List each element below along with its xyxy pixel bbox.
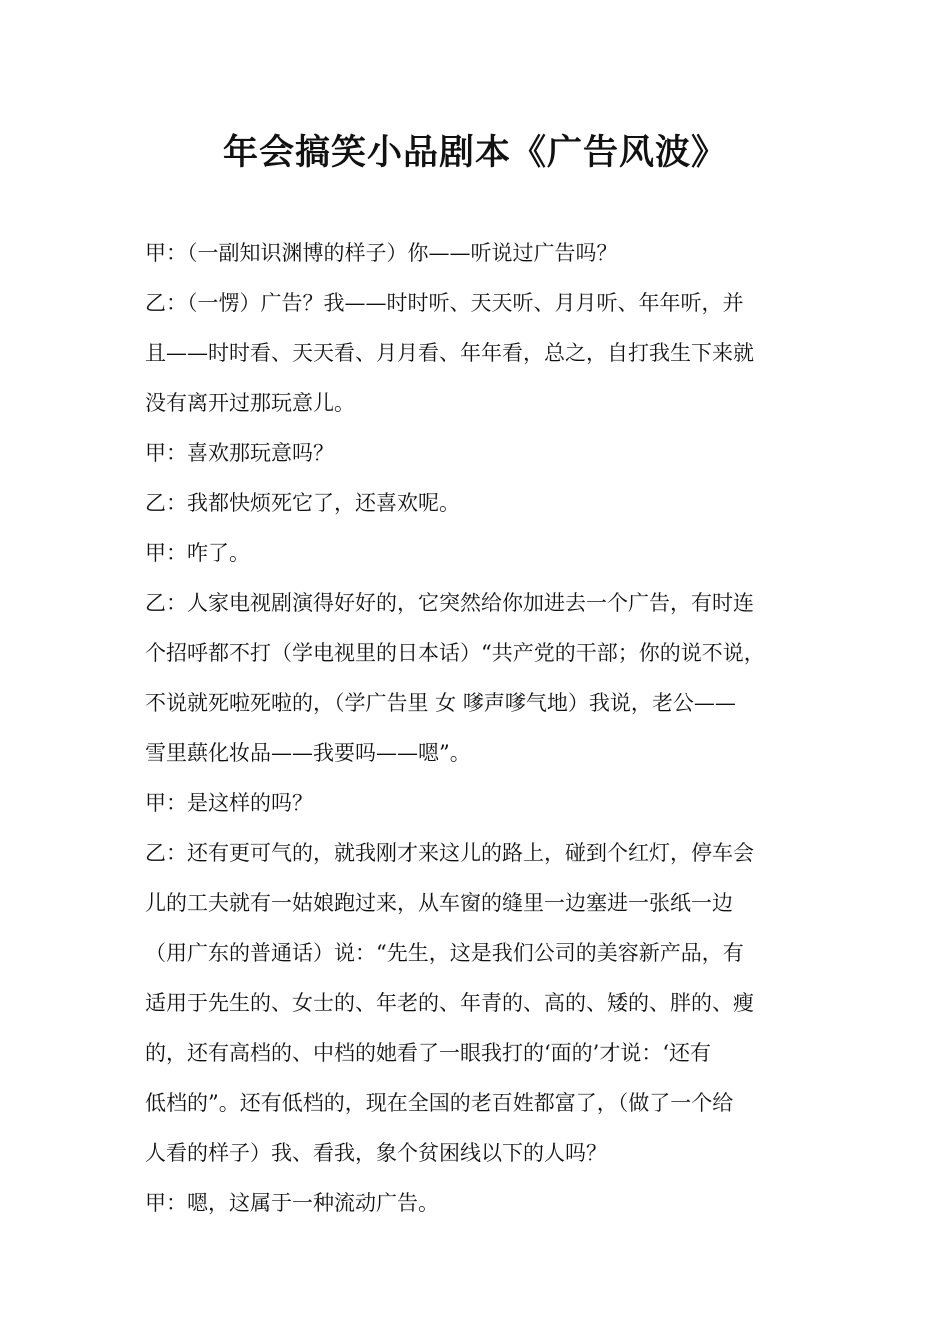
script-line: 的，还有高档的、中档的她看了一眼我打的‘面的’才说：‘还有 [145,1041,712,1065]
document-title: 年会搞笑小品剧本《广告风波》 [222,132,727,173]
script-line: 乙：我都快烦死它了，还喜欢呢。 [145,491,460,515]
script-line: 甲：是这样的吗？ [145,791,313,815]
script-line: 乙：还有更可气的，就我刚才来这儿的路上，碰到个红灯，停车会 [145,841,754,865]
script-line: 乙：（一愣）广告？我——时时听、天天听、月月听、年年听，并 [145,291,744,315]
script-line: 甲：咋了。 [145,541,250,565]
script-line: 且——时时看、天天看、月月看、年年看，总之，自打我生下来就 [145,341,754,365]
script-line: 低档的”。还有低档的，现在全国的老百姓都富了，（做了一个给 [145,1091,734,1115]
script-line: 没有离开过那玩意儿。 [145,391,355,415]
script-line: 雪里蕻化妆品——我要吗——嗯”。 [145,741,471,765]
script-line: 人看的样子）我、看我，象个贫困线以下的人吗？ [145,1141,607,1165]
script-line: 甲：喜欢那玩意吗？ [145,441,334,465]
script-line: 个招呼都不打（学电视里的日本话）“共产党的干部；你的说不说， [145,641,765,665]
script-line: 儿的工夫就有一姑娘跑过来，从车窗的缝里一边塞进一张纸一边 [145,891,733,915]
script-line: 甲：（一副知识渊博的样子）你——听说过广告吗？ [145,241,618,265]
script-line: （用广东的普通话）说：“先生，这是我们公司的美容新产品，有 [145,941,744,965]
script-line: 甲：嗯，这属于一种流动广告。 [145,1191,439,1215]
script-line: 乙：人家电视剧演得好好的，它突然给你加进去一个广告，有时连 [145,591,754,615]
script-line: 不说就死啦死啦的，（学广告里 女 嗲声嗲气地）我说，老公—— [145,691,736,715]
script-line: 适用于先生的、女士的、年老的、年青的、高的、矮的、胖的、瘦 [145,991,754,1015]
script-body [145,228,810,1228]
